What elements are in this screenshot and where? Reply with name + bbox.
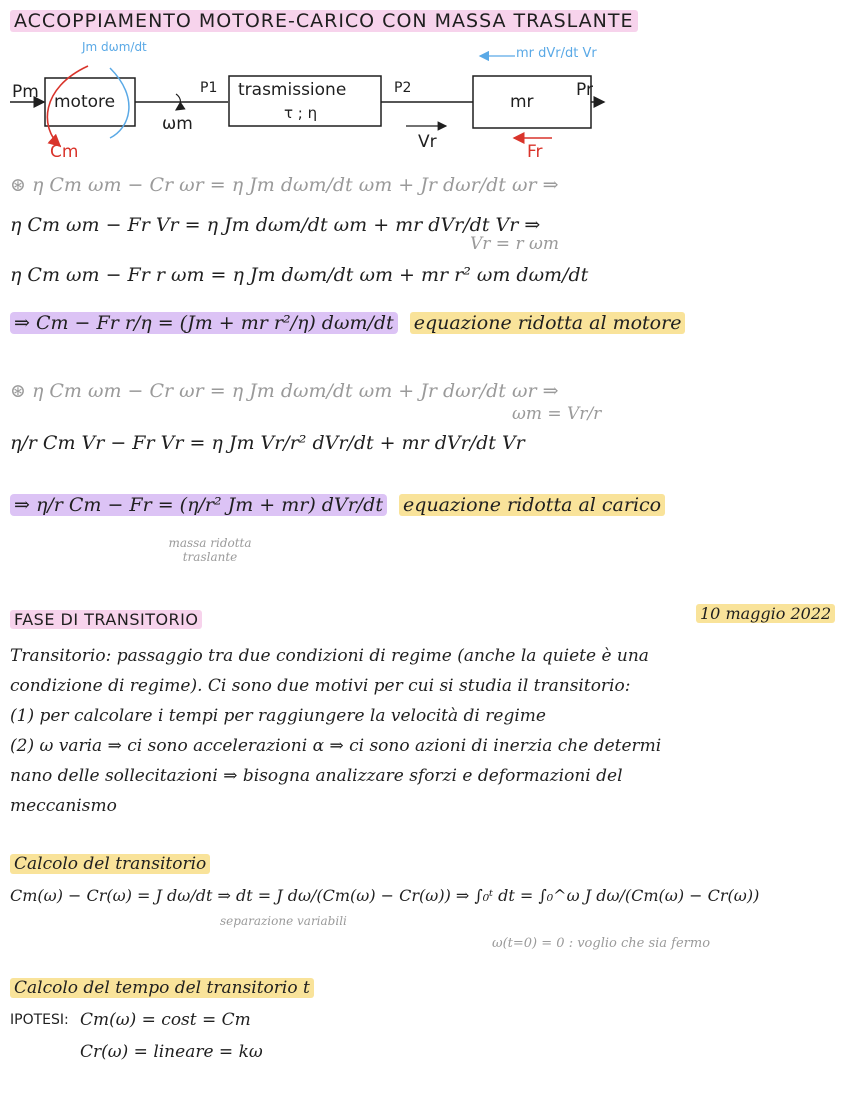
equation-line-2: η Cm ωm − Fr Vr = η Jm dωm/dt ωm + mr dVr/dt Vr ⇒: [10, 214, 541, 236]
calcolo-equation: Cm(ω) − Cr(ω) = J dω/dt ⇒ dt = J dω/(Cm(ω) − Cr(ω)) ⇒ ∫₀ᵗ dt = ∫₀^ω J dω/(Cm(ω) − Cr(ω)): [10, 886, 760, 905]
equation-line-5: ⊛ η Cm ωm − Cr ωr = η Jm dωm/dt ωm + Jr dωr/dt ωr ⇒: [10, 380, 559, 402]
brace-label: massa ridotta traslante: [168, 536, 252, 564]
paragraph-line-5: nano delle sollecitazioni ⇒ bisogna analizzare sforzi e deformazioni del: [10, 766, 623, 786]
trasmissione-label: trasmissione: [238, 80, 347, 100]
paragraph-line-6: meccanismo: [10, 796, 117, 816]
paragraph-line-4: (2) ω varia ⇒ ci sono accelerazioni α ⇒ ci sono azioni di inerzia che determi: [10, 736, 662, 756]
equation-line-7-label: equazione ridotta al carico: [399, 494, 665, 516]
fr-label: Fr: [527, 142, 543, 162]
tau-eta-label: τ ; η: [284, 104, 318, 122]
paragraph-line-3: (1) per calcolare i tempi per raggiungere la velocità di regime: [10, 706, 546, 726]
transitorio-heading-text: FASE DI TRANSITORIO: [10, 610, 202, 629]
title-text: ACCOPPIAMENTO MOTORE-CARICO CON MASSA TRASLANTE: [10, 10, 638, 32]
equation-line-4-text: ⇒ Cm − Fr r/η = (Jm + mr r²/η) dωm/dt: [10, 312, 398, 334]
equation-line-6: η/r Cm Vr − Fr Vr = η Jm Vr/r² dVr/dt + mr dVr/dt Vr: [10, 432, 525, 454]
page-title: [10, 10, 638, 32]
tempo-heading-text: Calcolo del tempo del transitorio t: [10, 978, 314, 998]
omega-m-label: ωm: [162, 114, 193, 134]
note-initial-condition: ω(t=0) = 0 : voglio che sia fermo: [492, 936, 711, 951]
date-text: 10 maggio 2022: [696, 604, 835, 623]
equation-line-7-text: ⇒ η/r Cm − Fr = (η/r² Jm + mr) dVr/dt: [10, 494, 387, 516]
equation-line-2-note: Vr = r ωm: [470, 234, 559, 254]
ipotesi-line-2: Cr(ω) = lineare = kω: [80, 1042, 263, 1062]
pr-label: Pr: [576, 80, 593, 100]
mr-label: mr: [510, 92, 534, 112]
jm-label: Jm dωm/dt: [82, 40, 147, 54]
paragraph-line-1: Transitorio: passaggio tra due condizioni di regime (anche la quiete è una: [10, 646, 649, 666]
equation-line-7: [10, 494, 665, 516]
paragraph-line-2: condizione di regime). Ci sono due motivi per cui si studia il transitorio:: [10, 676, 631, 696]
ipotesi-label: IPOTESI:: [10, 1012, 69, 1028]
equation-line-1: ⊛ η Cm ωm − Cr ωr = η Jm dωm/dt ωm + Jr dωr/dt ωr ⇒: [10, 174, 559, 196]
mr-inertia-label: mr dVr/dt Vr: [516, 46, 597, 61]
date-label: [696, 604, 835, 623]
note-separazione: separazione variabili: [220, 914, 347, 928]
p2-label: P2: [394, 80, 412, 96]
ipotesi-line-1: Cm(ω) = cost = Cm: [80, 1010, 251, 1030]
equation-line-4-label: equazione ridotta al motore: [410, 312, 686, 334]
section-heading-tempo: [10, 978, 314, 998]
motore-label: motore: [54, 92, 116, 112]
section-heading-transitorio: [10, 610, 202, 629]
pm-label: Pm: [12, 82, 39, 102]
vr-label: Vr: [418, 132, 437, 152]
equation-line-3: η Cm ωm − Fr r ωm = η Jm dωm/dt ωm + mr r² ωm dωm/dt: [10, 264, 589, 286]
section-heading-calcolo: [10, 854, 210, 874]
p1-label: P1: [200, 80, 218, 96]
equation-line-4: [10, 312, 685, 334]
cm-label: Cm: [50, 142, 79, 162]
equation-line-5-note: ωm = Vr/r: [512, 404, 602, 424]
calcolo-heading-text: Calcolo del transitorio: [10, 854, 210, 874]
